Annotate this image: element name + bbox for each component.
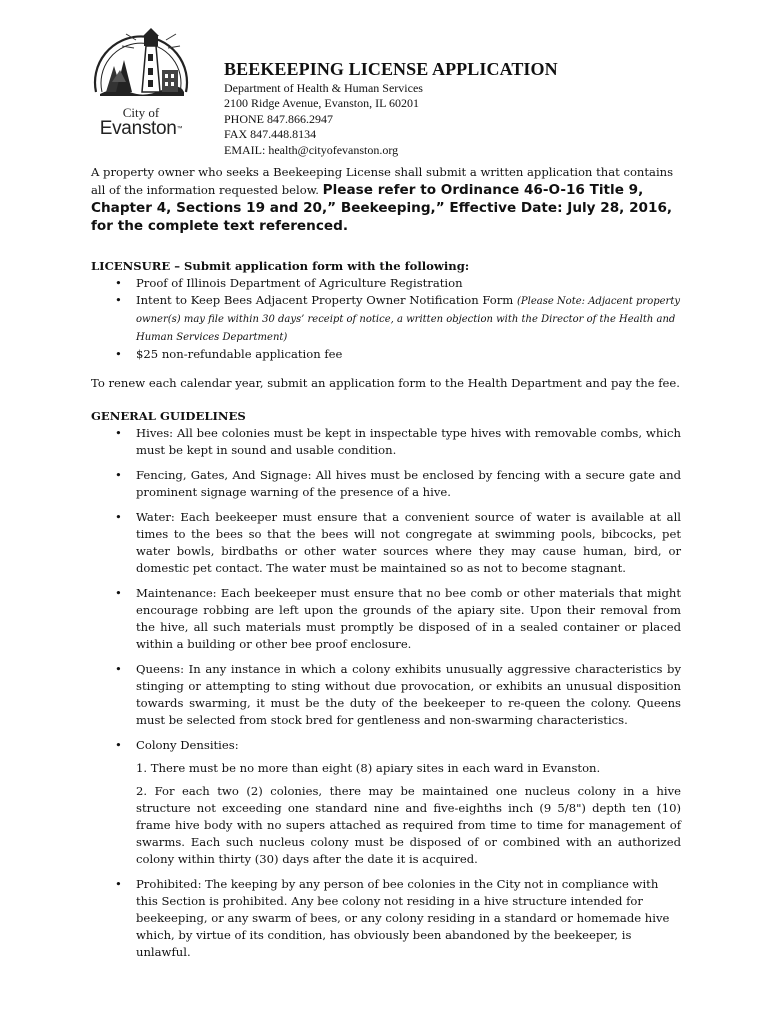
logo-name-text: Evanston (99, 118, 177, 139)
licensure-item-text: Proof of Illinois Department of Agriculture Registration (136, 276, 463, 290)
licensure-heading: LICENSURE – Submit application form with the following: (91, 259, 470, 273)
licensure-item-text: Intent to Keep Bees Adjacent Property Owner Notification Form (136, 293, 517, 307)
licensure-section (91, 258, 681, 363)
letterhead (224, 58, 558, 158)
list-item (91, 509, 681, 577)
licensure-item-note: (Please Note: Adjacent property owner(s) may file within 30 days’ receipt of notice, a written objection with the Director of the Health and Human Services Department) (136, 296, 681, 343)
logo-city-name (86, 118, 196, 140)
list-item (91, 292, 681, 346)
department-email: EMAIL: health@cityofevanston.org (224, 142, 399, 157)
licensure-list (91, 275, 681, 363)
guideline-prohibited: Prohibited: The keeping by any person of bee colonies in the City not in compliance with this Section is prohibited. Any bee colony not residing in a hive structure intended for beekeeping, or any swarm of bees, or any colony residing in a standard or homemade hive which, by virtue of its condition, has obviously been abandoned by the beekeeper, is unlawful. (136, 877, 670, 959)
department-name: Department of Health & Human Services (224, 81, 423, 95)
logo-city-label: City of (122, 105, 160, 120)
list-item (91, 876, 681, 961)
guideline-maintenance: Maintenance: Each beekeeper must ensure that no bee comb or other materials that might encourage robbing are left upon the grounds of the apiary site. Upon their removal from the hive, all such materials must promptly be disposed of in a sealed container or placed within a building or other bee proof enclosure. (136, 586, 681, 651)
list-item (91, 467, 681, 501)
ordinance-reference: Please refer to Ordinance 46-O-16 Title 9, Chapter 4, Sections 19 and 20,” Beekeeping,” Effective Date: July 28, 2016, for the complete text referenced. (91, 182, 673, 234)
guidelines-section (91, 408, 681, 969)
guideline-densities: • Colony Densities: (136, 738, 239, 752)
list-item (91, 737, 681, 868)
guideline-queens: Queens: In any instance in which a colony exhibits unusually aggressive characteristics by stinging or attempting to sting without due provocation, or exhibits an unusual disposition towards swarming, it must be the duty of the beekeeper to re-queen the colony. Queens must be selected from stock bred for gentleness and non-swarming characteristics. (136, 662, 681, 727)
department-fax: FAX 847.448.8134 (224, 127, 317, 142)
city-seal-lighthouse-icon (86, 22, 196, 108)
intro-paragraph (91, 164, 681, 235)
intro-text: A property owner who seeks a Beekeeping License shall submit a written application that contains all of the information requested below. (91, 165, 674, 197)
list-item (91, 346, 681, 363)
densities-rule-2: 2. For each two (2) colonies, there may be maintained one nucleus colony in a hive structure not exceeding one standard nine and five-eighths inch (9 5/8") depth ten (10) frame hive body with no supers attached as required from time to time for management of swarms. Each such nucleus colony must be disposed of or combined with an authorized colony within thirty (30) days after the date it is acquired. (136, 784, 681, 866)
guideline-water: Water: Each beekeeper must ensure that a convenient source of water is available at all times to the bees so that the bees will not congregate at swimming pools, bibcocks, pet water bowls, birdbaths or other water sources where they may cause human, bird, or domestic pet contact. The water must be maintained so as not to become stagnant. (136, 510, 681, 575)
guideline-fencing: Fencing, Gates, And Signage: All hives must be enclosed by fencing with a secure gate and prominent signage warning of the presence of a hive. (136, 468, 681, 499)
renewal-paragraph: To renew each calendar year, submit an application form to the Health Department and pay the fee. (91, 376, 680, 390)
list-item (91, 585, 681, 653)
licensure-item-text: $25 non-refundable application fee (136, 347, 343, 361)
guidelines-heading: GENERAL GUIDELINES (91, 409, 246, 423)
guideline-hives: Hives: All bee colonies must be kept in inspectable type hives with removable combs, which must be kept in sound and usable condition. (136, 426, 681, 457)
list-item (91, 275, 681, 292)
densities-rule-1: 1. There must be no more than eight (8) apiary sites in each ward in Evanston. (136, 761, 601, 775)
document-title: BEEKEEPING LICENSE APPLICATION (224, 59, 558, 79)
list-item (91, 661, 681, 729)
guidelines-list (91, 425, 681, 961)
city-of-evanston-logo (86, 22, 196, 140)
logo-trademark: ™ (176, 126, 183, 132)
department-phone: PHONE 847.866.2947 (224, 111, 334, 126)
department-address: 2100 Ridge Avenue, Evanston, IL 60201 (224, 96, 419, 111)
list-item (91, 425, 681, 459)
